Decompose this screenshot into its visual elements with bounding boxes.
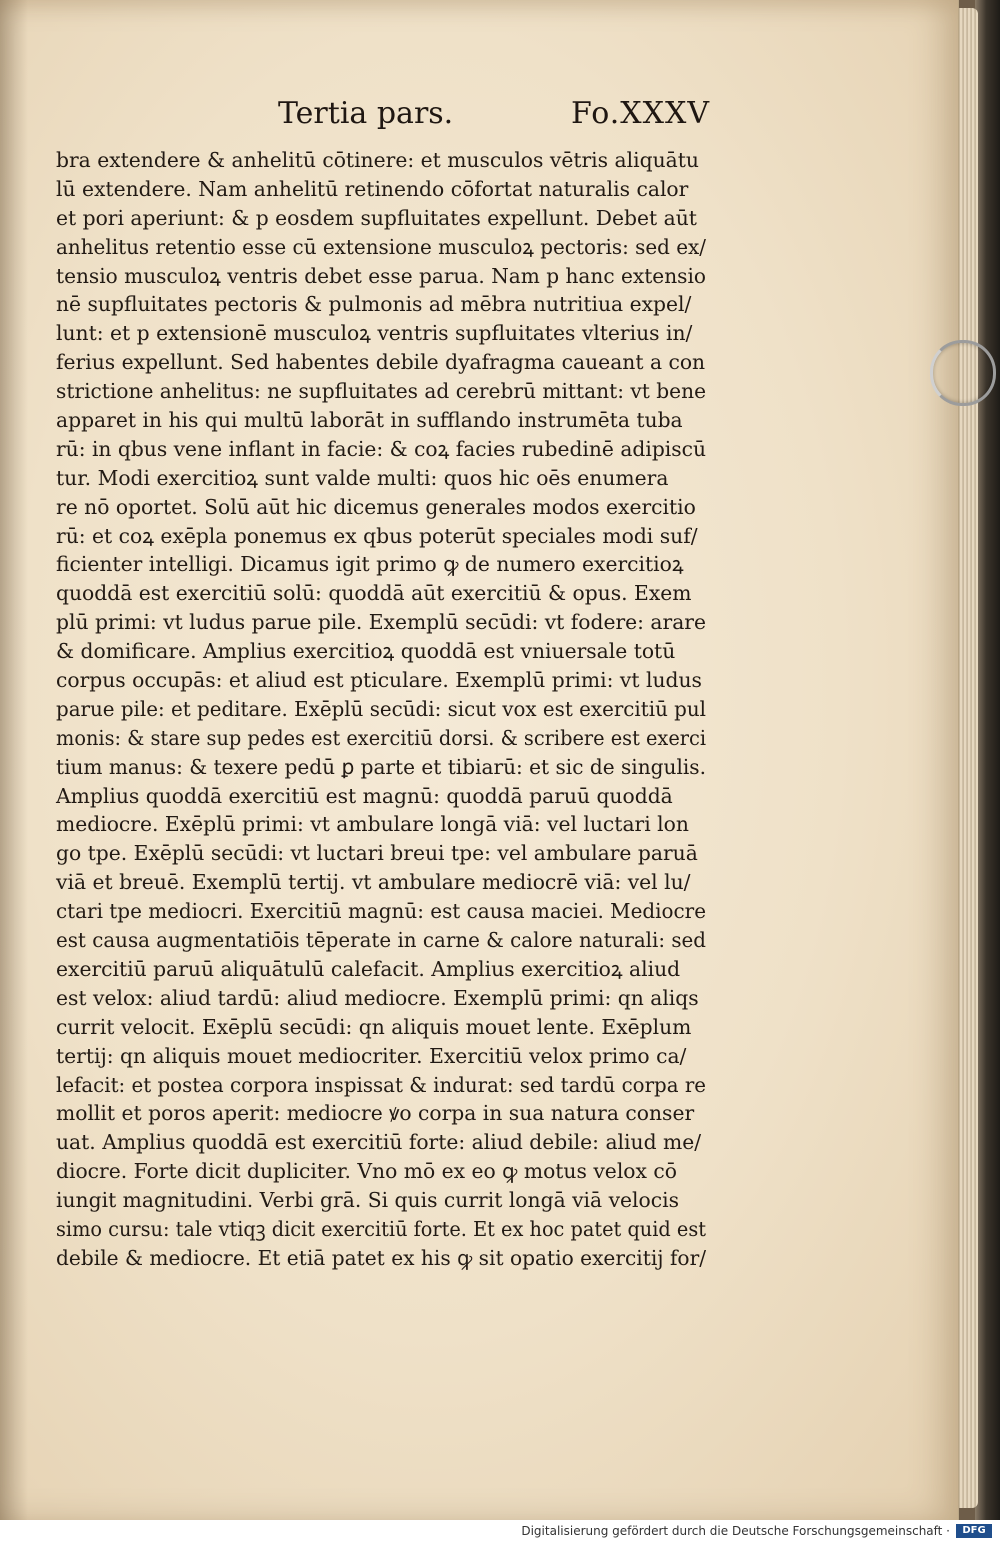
text-line: diocre. Forte dicit dupliciter. Vno mō ex eo ꝙ motus velox cō: [56, 1159, 677, 1184]
text-line: rū: et coꝝ exēpla ponemus ex qbus poterūt speciales modi suf/: [56, 523, 698, 548]
text-line: corpus occupās: et aliud est pticulare. Exemplū primi: vt ludus: [56, 668, 702, 693]
text-line: ficienter intelligi. Dicamus igit primo ꝙ de numero exercitioꝝ: [56, 552, 684, 577]
text-line: iungit magnitudini. Verbi grā. Si quis currit longā viā velocis: [56, 1188, 679, 1213]
text-line: exercitiū paruū aliquātulū calefacit. Amplius exercitioꝝ aliud: [56, 956, 681, 981]
text-line: lefacit: et postea corpora inspissat & indurat: sed tardū corpa re: [56, 1072, 706, 1097]
text-line: et pori aperiunt: & p eosdem supfluitates expellunt. Debet aūt: [56, 205, 697, 230]
text-line: plū primi: vt ludus parue pile. Exemplū secūdi: vt fodere: arare: [56, 610, 706, 635]
text-line: tensio musculoꝝ ventris debet esse parua. Nam p hanc extensio: [56, 263, 706, 288]
text-line: Amplius quoddā exercitiū est magnū: quoddā paruū quoddā: [56, 783, 673, 808]
text-line: est velox: aliud tardū: aliud mediocre. Exemplū primi: qn aliqs: [56, 985, 699, 1010]
text-line: anhelitus retentio esse cū extensione musculoꝝ pectoris: sed ex/: [56, 234, 706, 259]
dfg-credit-text: Digitalisierung gefördert durch die Deutsche Forschungsgemeinschaft ·: [521, 1524, 950, 1538]
text-line: ferius expellunt. Sed habentes debile dyafragma caueant a con: [56, 350, 706, 375]
text-line: simo cursu: tale vtiqꝫ dicit exercitiū forte. Et ex hoc patet quid est: [56, 1216, 706, 1241]
text-line: lunt: et p extensionē musculoꝝ ventris supfluitates vlterius in/: [56, 321, 693, 346]
text-line: mollit et poros aperit: mediocre ꝟo corpa in sua natura conser: [56, 1101, 695, 1126]
text-line: apparet in his qui multū laborāt in sufflando instrumēta tuba: [56, 408, 683, 433]
text-line: rū: in qbus vene inflant in facie: & coꝝ facies rubedinē adipiscū: [56, 436, 706, 461]
running-head-title: Tertia pars.: [278, 96, 454, 131]
metal-clip: [930, 340, 996, 406]
text-line: strictione anhelitus: ne supfluitates ad cerebrū mittant: vt bene: [56, 379, 706, 404]
text-line: ctari tpe mediocri. Exercitiū magnū: est causa maciei. Mediocre: [56, 899, 706, 924]
text-line: uat. Amplius quoddā est exercitiū forte: aliud debile: aliud me/: [56, 1130, 702, 1155]
text-line: est causa augmentatiōis tēperate in carne & calore naturali: sed: [56, 928, 706, 953]
digitization-footer: [0, 1520, 1000, 1543]
text-line: nē supfluitates pectoris & pulmonis ad mēbra nutritiua expel/: [56, 292, 692, 317]
text-line: bra extendere & anhelitū cōtinere: et musculos vētris aliquātu: [56, 148, 699, 172]
text-line: tium manus: & texere pedū ꝑ parte et tibiarū: et sic de singulis.: [56, 754, 706, 779]
text-line: debile & mediocre. Et etiā patet ex his ꝙ sit opatio exercitij for/: [56, 1245, 706, 1270]
text-line: tur. Modi exercitioꝝ sunt valde multi: quos hic oēs enumera: [56, 465, 669, 490]
dfg-logo: DFG: [956, 1524, 992, 1538]
text-line: tertij: qn aliquis mouet mediocriter. Exercitiū velox primo ca/: [56, 1043, 687, 1068]
text-line: quoddā est exercitiū solū: quoddā aūt exercitiū & opus. Exem: [56, 581, 692, 606]
folio-number: Fo.XXXV: [571, 96, 710, 131]
book-edge: [975, 0, 1000, 1543]
text-line: viā et breuē. Exemplū tertij. vt ambulare mediocrē viā: vel lu/: [56, 870, 691, 895]
text-line: parue pile: et peditare. Exēplū secūdi: sicut vox est exercitiū pul: [56, 696, 706, 721]
text-line: currit velocit. Exēplū secūdi: qn aliquis mouet lente. Exēplum: [56, 1014, 692, 1039]
text-line: lū extendere. Nam anhelitū retinendo cōfortat naturalis calor: [56, 176, 689, 201]
body-text-block: [56, 146, 706, 1273]
text-line: mediocre. Exēplū primi: vt ambulare longā viā: vel luctari lon: [56, 812, 689, 837]
running-head: [270, 96, 710, 136]
text-line: re nō oportet. Solū aūt hic dicemus generales modos exercitio: [56, 494, 696, 519]
text-line: go tpe. Exēplū secūdi: vt luctari breui tpe: vel ambulare paruā: [56, 841, 698, 866]
text-line: & domificare. Amplius exercitioꝝ quoddā est vniuersale totū: [56, 639, 676, 664]
text-line: monis: & stare sup pedes est exercitiū dorsi. & scribere est exerci: [56, 725, 706, 750]
binding-gutter-shadow: [0, 0, 28, 1520]
